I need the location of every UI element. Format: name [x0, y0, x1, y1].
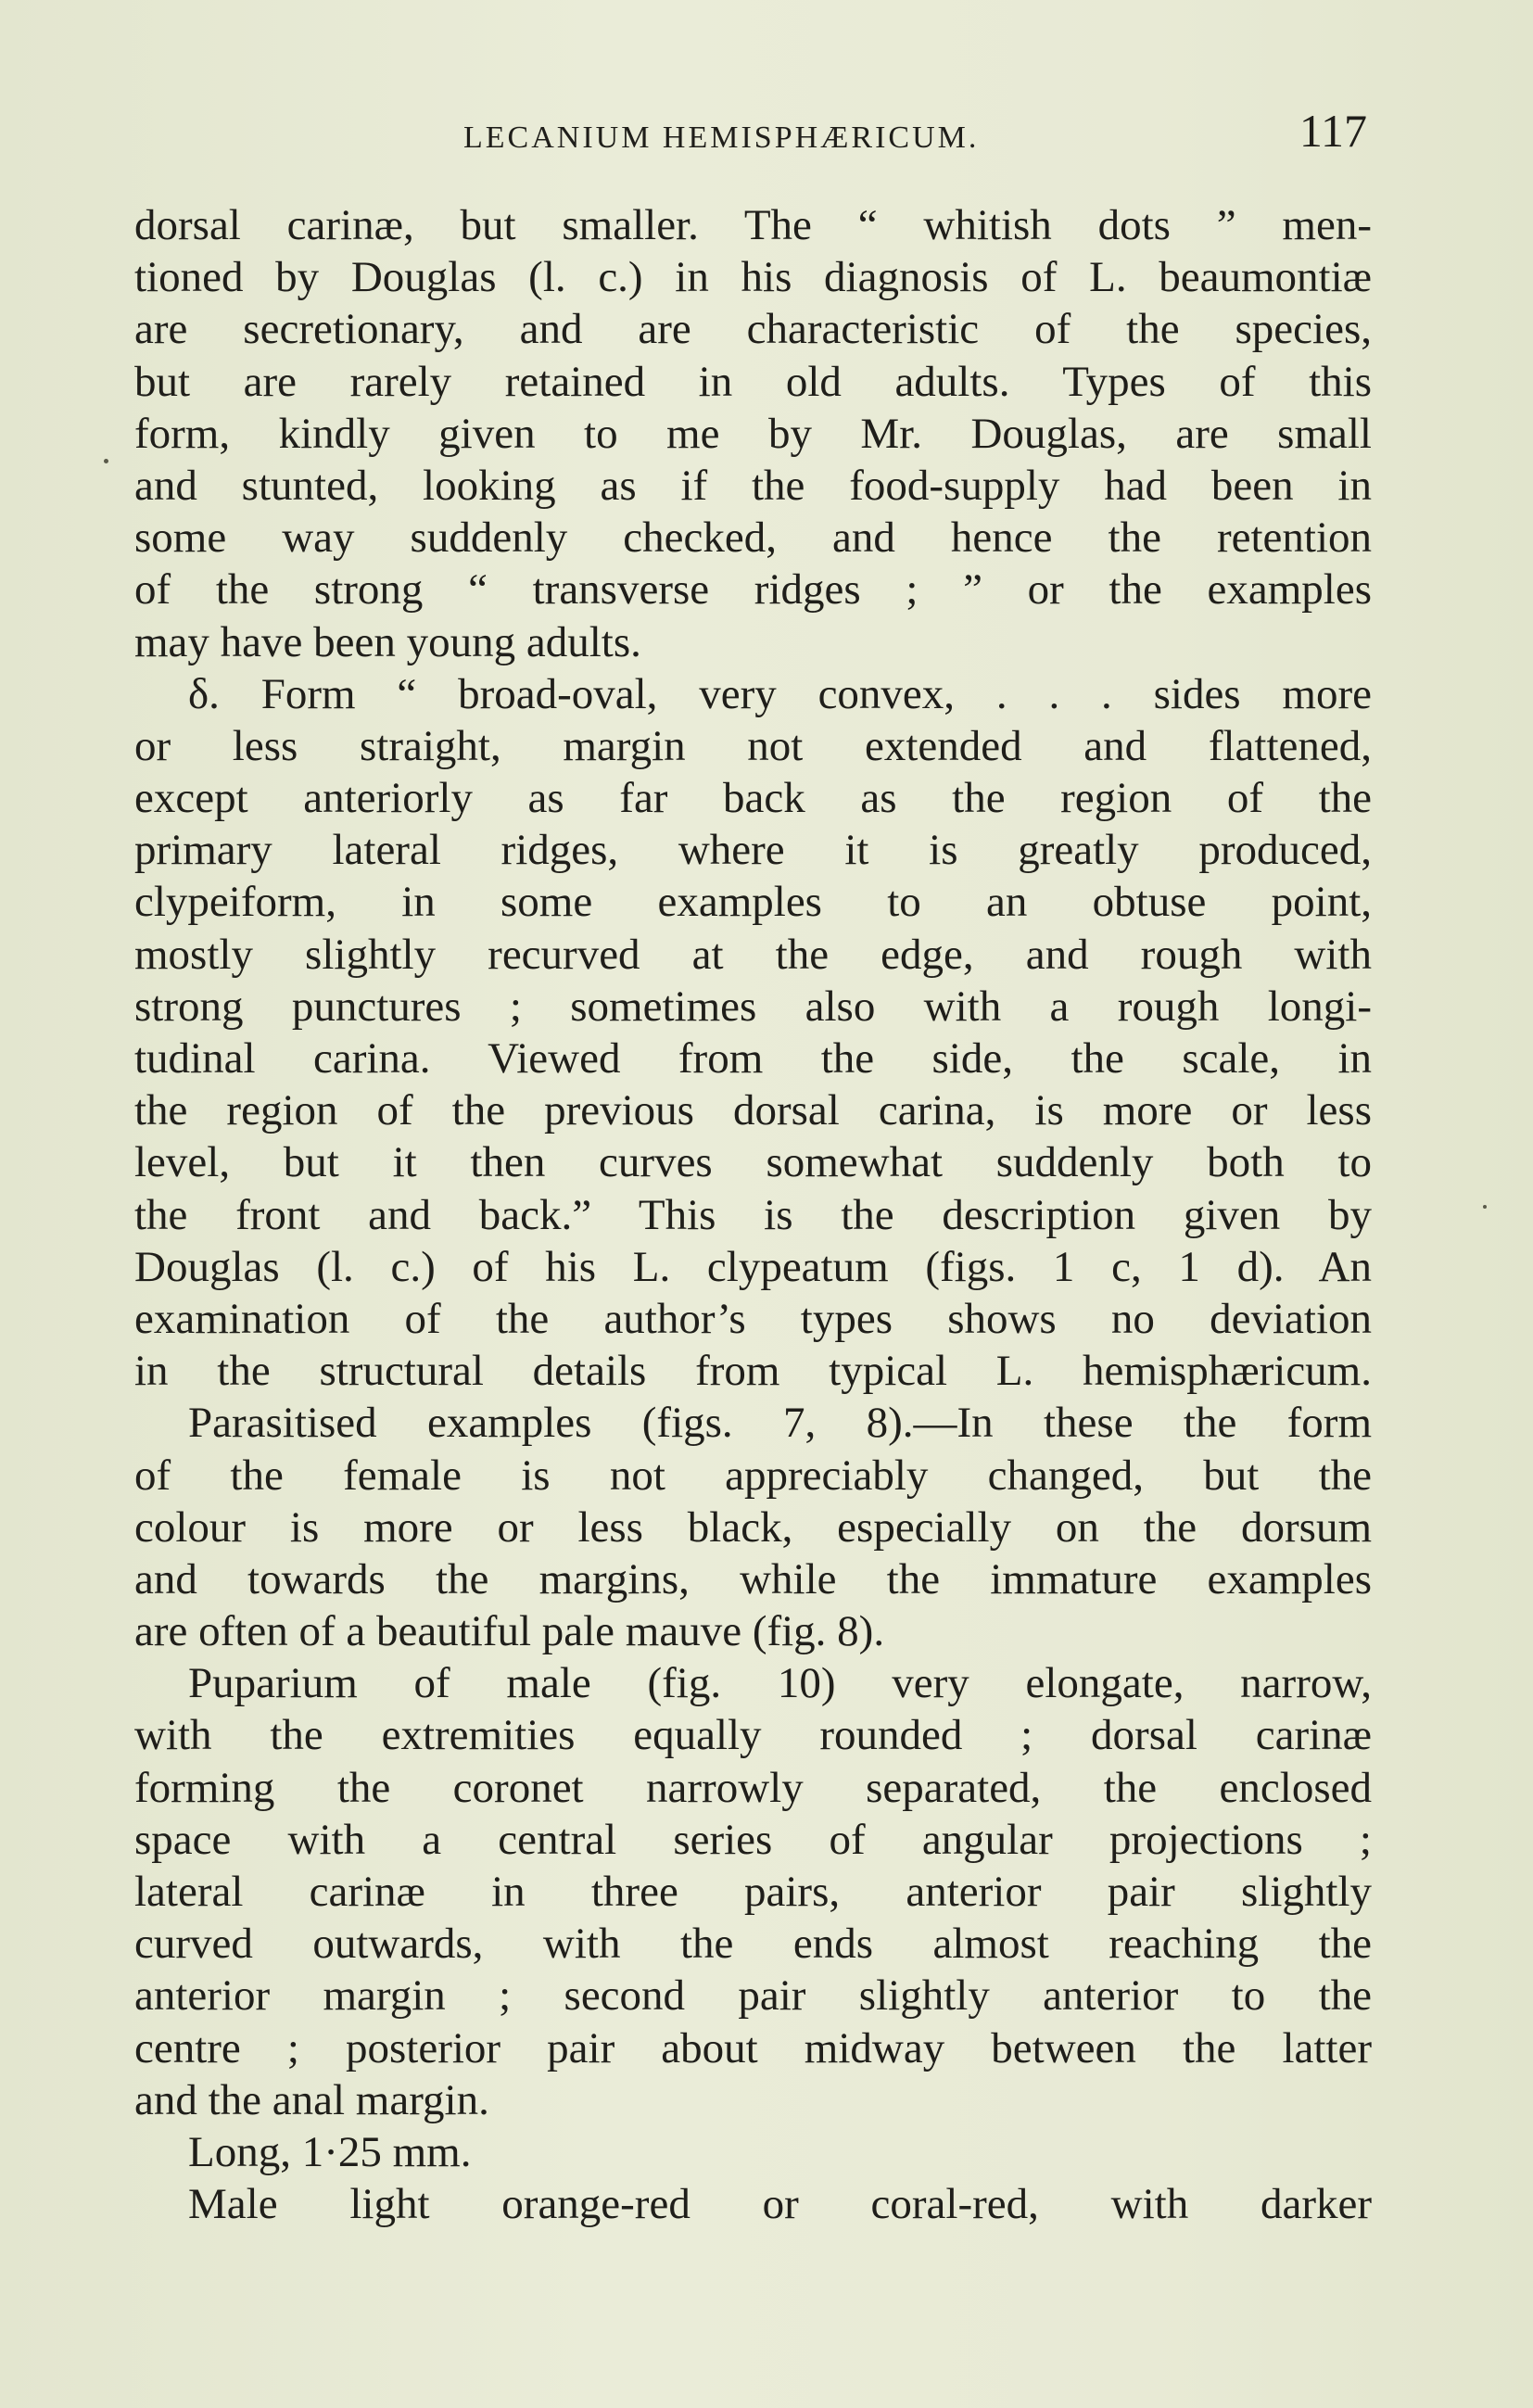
paper-speck	[1483, 1205, 1487, 1209]
text-line: primary lateral ridges, where it is greatly produced,	[134, 826, 1372, 875]
text-line: curved outwards, with the ends almost reaching the	[134, 1920, 1372, 1969]
text-line: Male light orange-red or coral-red, with darker	[188, 2180, 1372, 2229]
text-line: Parasitised examples (figs. 7, 8).—In these the form	[188, 1399, 1372, 1448]
text-line: tudinal carina. Viewed from the side, the scale, in	[134, 1034, 1372, 1083]
text-line: lateral carinæ in three pairs, anterior pair slightly	[134, 1868, 1372, 1916]
text-line: and the anal margin.	[134, 2075, 489, 2124]
text-line: of the female is not appreciably changed, but the	[134, 1451, 1372, 1500]
text-line: Douglas (l. c.) of his L. clypeatum (figs. 1 c, 1 d). An	[134, 1242, 1372, 1291]
text-line: in the structural details from typical L. hemisphæricum.	[134, 1347, 1372, 1396]
text-line: δ. Form “ broad-oval, very convex, . . . sides more	[188, 669, 1372, 718]
text-line: Puparium of male (fig. 10) very elongate, narrow,	[188, 1659, 1372, 1708]
text-line: are secretionary, and are characteristic of the species,	[134, 305, 1372, 354]
text-line: may have been young adults.	[134, 617, 641, 666]
text-line: strong punctures ; sometimes also with a rough longi-	[134, 982, 1372, 1031]
page-number: 117	[1299, 105, 1367, 157]
text-line: dorsal carinæ, but smaller. The “ whitish dots ” men-	[134, 201, 1372, 249]
text-line: examination of the author’s types shows no deviation	[134, 1294, 1372, 1343]
text-line: some way suddenly checked, and hence the retention	[134, 513, 1372, 563]
text-line: level, but it then curves somewhat suddenly both to	[134, 1138, 1372, 1187]
text-line: forming the coronet narrowly separated, the enclosed	[134, 1763, 1372, 1812]
text-line: the region of the previous dorsal carina, is more or less	[134, 1086, 1372, 1135]
text-line: tioned by Douglas (l. c.) in his diagnosis of L. beaumontiæ	[134, 253, 1372, 302]
text-line: are often of a beautiful pale mauve (fig. 8).	[134, 1607, 885, 1656]
text-line: or less straight, margin not extended and flattened,	[134, 721, 1372, 770]
text-line: and towards the margins, while the immature examples	[134, 1554, 1372, 1603]
running-title: LECANIUM HEMISPHÆRICUM.	[463, 120, 980, 155]
text-line: colour is more or less black, especially on the dorsum	[134, 1502, 1372, 1552]
body-text	[134, 199, 1372, 2230]
text-line: Long, 1·25 mm.	[188, 2127, 472, 2176]
text-line: but are rarely retained in old adults. Types of this	[134, 357, 1372, 406]
text-line: except anteriorly as far back as the region of the	[134, 774, 1372, 823]
text-line: of the strong “ transverse ridges ; ” or the examples	[134, 565, 1372, 615]
text-line: clypeiform, in some examples to an obtuse point,	[134, 878, 1372, 927]
page-header	[134, 104, 1367, 159]
text-line: centre ; posterior pair about midway between the latter	[134, 2023, 1372, 2072]
text-line: mostly slightly recurved at the edge, and rough with	[134, 930, 1372, 979]
text-line: anterior margin ; second pair slightly anterior to the	[134, 1971, 1372, 2021]
text-line: space with a central series of angular projections ;	[134, 1815, 1372, 1864]
text-line: with the extremities equally rounded ; dorsal carinæ	[134, 1711, 1372, 1760]
text-line: form, kindly given to me by Mr. Douglas, are small	[134, 409, 1372, 458]
text-line: and stunted, looking as if the food-supply had been in	[134, 461, 1372, 510]
text-line: the front and back.” This is the description given by	[134, 1190, 1372, 1239]
paper-speck	[104, 459, 108, 463]
